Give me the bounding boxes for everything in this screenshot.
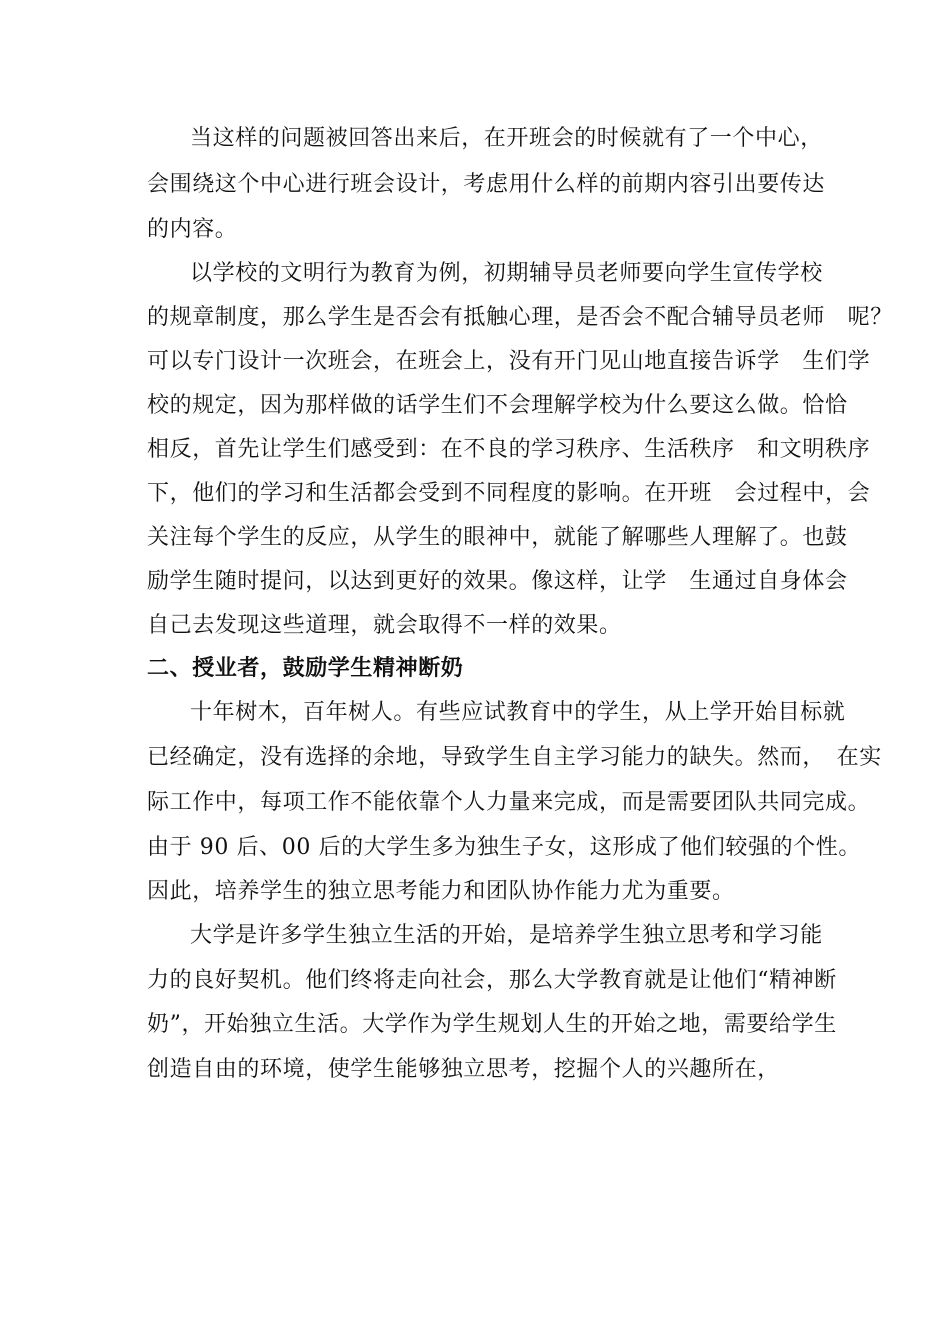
section-heading: 二、授业者，鼓励学生精神断奶: [147, 656, 464, 681]
paragraph-3-line-1: 十年树木，百年树人。有些应试教育中的学生，从上学开始目标就: [190, 700, 846, 725]
paragraph-2-line-2: 的规章制度，那么学生是否会有抵触心理，是否会不配合辅导员老师 呢？: [147, 305, 893, 330]
paragraph-2-line-5: 相反，首先让学生们感受到：在不良的学习秩序、生活秩序 和文明秩序: [147, 437, 871, 462]
paragraph-3-line-3: 际工作中，每项工作不能依靠个人力量来完成，而是需要团队共同完成。: [147, 790, 871, 815]
paragraph-4-line-1: 大学是许多学生独立生活的开始，是培养学生独立思考和学习能: [190, 923, 823, 948]
paragraph-1-line-1: 当这样的问题被回答出来后，在开班会的时候就有了一个中心，: [190, 126, 823, 151]
paragraph-4-line-2: 力的良好契机。他们终将走向社会，那么大学教育就是让他们“精神断: [147, 968, 837, 993]
paragraph-2-line-4: 校的规定，因为那样做的话学生们不会理解学校为什么要这么做。恰恰: [147, 393, 848, 418]
paragraph-1-line-2: 会围绕这个中心进行班会设计，考虑用什么样的前期内容引出要传达: [147, 172, 826, 197]
paragraph-2-line-8: 励学生随时提问，以达到更好的效果。像这样，让学 生通过自身体会: [147, 569, 848, 594]
paragraph-2-line-7: 关注每个学生的反应，从学生的眼神中，就能了解哪些人理解了。也鼓: [147, 525, 848, 550]
paragraph-1-line-3: 的内容。: [147, 217, 238, 242]
paragraph-3-line-4: 由于 90 后、00 后的大学生多为独生子女，这形成了他们较强的个性。: [147, 835, 861, 860]
paragraph-2-line-1: 以学校的文明行为教育为例，初期辅导员老师要向学生宣传学校: [190, 261, 823, 286]
paragraph-2-line-6: 下，他们的学习和生活都会受到不同程度的影响。在开班 会过程中，会: [147, 481, 871, 506]
paragraph-4-line-4: 创造自由的环境，使学生能够独立思考，挖掘个人的兴趣所在，: [147, 1057, 780, 1082]
paragraph-3-line-2: 已经确定，没有选择的余地，导致学生自主学习能力的缺失。然而， 在实: [147, 745, 882, 770]
paragraph-2-line-3: 可以专门设计一次班会，在班会上，没有开门见山地直接告诉学 生们学: [147, 349, 871, 374]
paragraph-2-line-9: 自己去发现这些道理，就会取得不一样的效果。: [147, 613, 622, 638]
paragraph-3-line-5: 因此，培养学生的独立思考能力和团队协作能力尤为重要。: [147, 879, 735, 904]
paragraph-4-line-3: 奶”，开始独立生活。大学作为学生规划人生的开始之地，需要给学生: [147, 1012, 837, 1037]
